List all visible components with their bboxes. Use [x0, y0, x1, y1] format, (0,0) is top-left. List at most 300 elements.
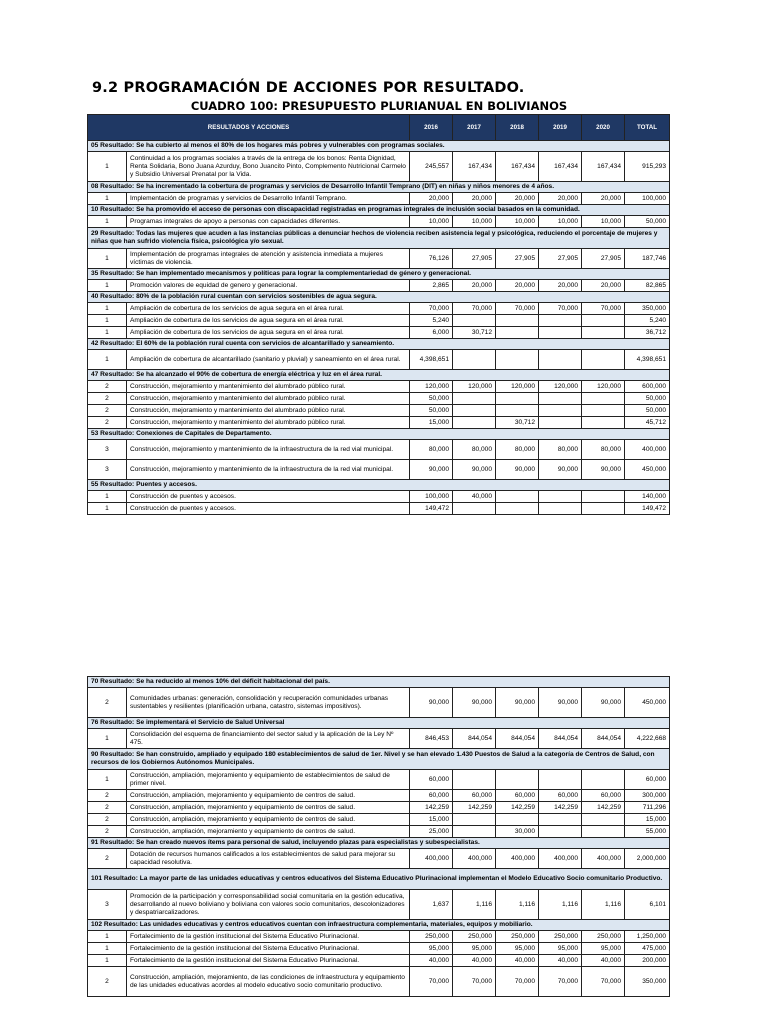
action-code: 1 [88, 216, 127, 228]
value-2017: 400,000 [453, 849, 496, 869]
result-text: 76 Resultado: Se implementará el Servicio de Salud Universal [88, 718, 670, 729]
value-2019 [539, 315, 582, 327]
action-row [88, 393, 670, 405]
result-row [88, 838, 670, 849]
action-description: Construcción, mejoramiento y mantenimiento del alumbrado público rural. [127, 393, 410, 405]
value-2017: 844,054 [453, 729, 496, 749]
table-title: CUADRO 100: PRESUPUESTO PLURIANUAL EN BOLIVIANOS [190, 99, 568, 113]
result-row [88, 228, 670, 249]
value-2018: 20,000 [496, 280, 539, 292]
value-2018 [496, 350, 539, 370]
value-2016: 15,000 [410, 814, 453, 826]
action-code: 3 [88, 460, 127, 480]
value-total: 82,865 [625, 280, 670, 292]
value-2017: 60,000 [453, 790, 496, 802]
value-2020: 27,905 [582, 249, 625, 269]
action-row [88, 327, 670, 339]
value-2016: 50,000 [410, 393, 453, 405]
header-year-2016: 2016 [410, 115, 453, 141]
value-2019: 27,905 [539, 249, 582, 269]
action-code: 2 [88, 417, 127, 429]
value-2016: 76,126 [410, 249, 453, 269]
value-2016: 70,000 [410, 303, 453, 315]
result-text: 53 Resultado: Conexiones de Capitales de Departamento. [88, 429, 670, 440]
action-code: 2 [88, 849, 127, 869]
value-2017: 40,000 [453, 955, 496, 967]
value-2018: 120,000 [496, 381, 539, 393]
result-row [88, 269, 670, 280]
value-2019 [539, 393, 582, 405]
value-2019: 20,000 [539, 193, 582, 205]
action-description: Construcción, mejoramiento y mantenimiento del alumbrado público rural. [127, 417, 410, 429]
action-row [88, 417, 670, 429]
value-2016: 80,000 [410, 440, 453, 460]
action-description: Construcción de puentes y accesos. [127, 503, 410, 515]
value-total: 450,000 [625, 688, 670, 718]
value-2018 [496, 503, 539, 515]
value-2020: 70,000 [582, 967, 625, 997]
value-2019: 90,000 [539, 460, 582, 480]
value-2017: 40,000 [453, 491, 496, 503]
action-row [88, 491, 670, 503]
action-description: Construcción, ampliación, mejoramiento y equipamiento de centros de salud. [127, 790, 410, 802]
result-row [88, 718, 670, 729]
action-description: Construcción, mejoramiento y mantenimiento del alumbrado público rural. [127, 405, 410, 417]
action-code: 1 [88, 249, 127, 269]
result-text: 35 Resultado: Se han implementado mecanismos y políticas para lograr la complementariedad de género y generacional. [88, 269, 670, 280]
value-2016: 25,000 [410, 826, 453, 838]
result-text: 101 Resultado: La mayor parte de las unidades educativas y centros educativos del Sistema Educativo Plurinacional implementan el Modelo Educativo Socio comunitario Productivo. [88, 869, 670, 890]
result-row [88, 292, 670, 303]
action-description: Ampliación de cobertura de los servicios de agua segura en el área rural. [127, 315, 410, 327]
action-description: Implementación de programas y servicios de Desarrollo Infantil Temprano. [127, 193, 410, 205]
header-year-2017: 2017 [453, 115, 496, 141]
value-2016: 90,000 [410, 688, 453, 718]
value-2016: 2,865 [410, 280, 453, 292]
action-row [88, 890, 670, 920]
action-code: 3 [88, 440, 127, 460]
action-code: 2 [88, 802, 127, 814]
header-year-2018: 2018 [496, 115, 539, 141]
value-2018 [496, 814, 539, 826]
result-text: 29 Resultado: Todas las mujeres que acuden a las instancias públicas a denunciar hechos de violencia reciben asistencia legal y psicológica, reduciendo el porcentaje de mujeres y niñas que han sufrido violencia física, psicológica y/o sexual. [88, 228, 670, 249]
value-2020 [582, 405, 625, 417]
value-2017: 167,434 [453, 152, 496, 182]
action-code: 2 [88, 393, 127, 405]
action-description: Dotación de recursos humanos calificados a los establecimientos de salud para mejorar su capacidad resolutiva. [127, 849, 410, 869]
value-2019 [539, 814, 582, 826]
action-code: 1 [88, 491, 127, 503]
value-2017 [453, 417, 496, 429]
action-description: Ampliación de cobertura de los servicios de agua segura en el área rural. [127, 327, 410, 339]
action-row [88, 152, 670, 182]
action-code: 1 [88, 152, 127, 182]
value-2018: 20,000 [496, 193, 539, 205]
result-row [88, 677, 670, 688]
value-total: 200,000 [625, 955, 670, 967]
action-description: Fortalecimiento de la gestión institucional del Sistema Educativo Plurinacional. [127, 955, 410, 967]
value-2019: 70,000 [539, 967, 582, 997]
value-total: 187,746 [625, 249, 670, 269]
result-row [88, 429, 670, 440]
value-total: 50,000 [625, 216, 670, 228]
value-2020: 90,000 [582, 460, 625, 480]
value-2018: 27,905 [496, 249, 539, 269]
value-2018: 1,116 [496, 890, 539, 920]
value-2020 [582, 393, 625, 405]
result-text: 47 Resultado: Se ha alcanzado el 90% de cobertura de energía eléctrica y luz en el área rural. [88, 370, 670, 381]
value-2020: 60,000 [582, 790, 625, 802]
value-2017 [453, 826, 496, 838]
value-total: 50,000 [625, 405, 670, 417]
value-2020: 1,116 [582, 890, 625, 920]
action-row [88, 967, 670, 997]
value-2020 [582, 826, 625, 838]
action-description: Programas integrales de apoyo a personas con capacidades diferentes. [127, 216, 410, 228]
action-row [88, 440, 670, 460]
value-total: 45,712 [625, 417, 670, 429]
action-code: 2 [88, 826, 127, 838]
action-row [88, 216, 670, 228]
value-2020 [582, 315, 625, 327]
action-description: Consolidación del esquema de financiamiento del sector salud y la aplicación de la Ley Nº 475. [127, 729, 410, 749]
result-text: 40 Resultado: 80% de la población rural cuentan con servicios sostenibles de agua segura. [88, 292, 670, 303]
value-2020: 10,000 [582, 216, 625, 228]
value-2018 [496, 770, 539, 790]
value-total: 400,000 [625, 440, 670, 460]
value-total: 6,101 [625, 890, 670, 920]
action-row [88, 770, 670, 790]
value-total: 1,250,000 [625, 931, 670, 943]
result-row [88, 141, 670, 152]
value-2017 [453, 393, 496, 405]
value-2017: 20,000 [453, 193, 496, 205]
action-code: 1 [88, 931, 127, 943]
budget-table-part-1 [87, 114, 670, 515]
action-row [88, 503, 670, 515]
result-row [88, 182, 670, 193]
budget-table-part-2 [87, 676, 670, 997]
header-results-actions: RESULTADOS Y ACCIONES [88, 115, 410, 141]
value-2019 [539, 405, 582, 417]
value-2019: 40,000 [539, 955, 582, 967]
value-2019: 400,000 [539, 849, 582, 869]
action-description: Construcción, ampliación, mejoramiento y equipamiento de centros de salud. [127, 802, 410, 814]
value-2018: 70,000 [496, 303, 539, 315]
value-2019 [539, 503, 582, 515]
value-2020 [582, 770, 625, 790]
table-header-row [88, 115, 670, 141]
value-2017: 80,000 [453, 440, 496, 460]
value-2019 [539, 350, 582, 370]
value-total: 4,398,651 [625, 350, 670, 370]
value-2018: 142,259 [496, 802, 539, 814]
value-2017: 95,000 [453, 943, 496, 955]
value-2016: 70,000 [410, 967, 453, 997]
value-total: 711,296 [625, 802, 670, 814]
action-code: 3 [88, 890, 127, 920]
table-body [88, 141, 670, 515]
value-2020: 142,259 [582, 802, 625, 814]
action-row [88, 802, 670, 814]
action-row [88, 315, 670, 327]
value-2016: 149,472 [410, 503, 453, 515]
action-row [88, 790, 670, 802]
action-code: 2 [88, 381, 127, 393]
result-text: 70 Resultado: Se ha reducido al menos 10% del déficit habitacional del país. [88, 677, 670, 688]
value-2018: 10,000 [496, 216, 539, 228]
action-row [88, 460, 670, 480]
value-2019: 844,054 [539, 729, 582, 749]
result-row [88, 339, 670, 350]
result-row [88, 370, 670, 381]
action-code: 1 [88, 770, 127, 790]
header-year-2019: 2019 [539, 115, 582, 141]
value-total: 350,000 [625, 967, 670, 997]
action-code: 1 [88, 943, 127, 955]
value-total: 4,222,668 [625, 729, 670, 749]
value-2016: 60,000 [410, 770, 453, 790]
value-2017: 70,000 [453, 967, 496, 997]
value-2020 [582, 327, 625, 339]
value-2016: 120,000 [410, 381, 453, 393]
result-text: 90 Resultado: Se han construido, ampliado y equipado 180 establecimientos de salud de 1er. Nivel y se han elevado 1.430 Puestos de Salud a la categoría de Centros de Salud, con recursos de los Gobiernos Autónomos Municipales. [88, 749, 670, 770]
value-2019 [539, 491, 582, 503]
value-2017: 142,259 [453, 802, 496, 814]
action-row [88, 381, 670, 393]
value-2019: 167,434 [539, 152, 582, 182]
value-2018: 400,000 [496, 849, 539, 869]
value-2020: 40,000 [582, 955, 625, 967]
action-description: Fortalecimiento de la gestión institucional del Sistema Educativo Plurinacional. [127, 931, 410, 943]
value-total: 350,000 [625, 303, 670, 315]
action-row [88, 303, 670, 315]
result-text: 10 Resultado: Se ha promovido el acceso de personas con discapacidad registradas en programas integrales de inclusión social basados en la comunidad. [88, 205, 670, 216]
value-2016: 142,259 [410, 802, 453, 814]
value-2020 [582, 503, 625, 515]
value-total: 915,293 [625, 152, 670, 182]
result-text: 102 Resultado: Las unidades educativas y centros educativos cuentan con infraestructura complementaria, materiales, equipos y mobiliario. [88, 920, 670, 931]
value-2017: 1,116 [453, 890, 496, 920]
value-2018: 40,000 [496, 955, 539, 967]
value-2016: 40,000 [410, 955, 453, 967]
result-row [88, 920, 670, 931]
action-description: Construcción, ampliación, mejoramiento y equipamiento de centros de salud. [127, 826, 410, 838]
result-row [88, 869, 670, 890]
value-2019: 250,000 [539, 931, 582, 943]
value-2020 [582, 350, 625, 370]
value-total: 2,000,000 [625, 849, 670, 869]
value-2020: 844,054 [582, 729, 625, 749]
value-2018: 30,712 [496, 417, 539, 429]
value-2016: 100,000 [410, 491, 453, 503]
value-2020: 167,434 [582, 152, 625, 182]
value-2017 [453, 503, 496, 515]
action-description: Promoción valores de equidad de genero y generacional. [127, 280, 410, 292]
action-code: 2 [88, 405, 127, 417]
action-code: 1 [88, 350, 127, 370]
value-2017: 90,000 [453, 688, 496, 718]
action-description: Construcción de puentes y accesos. [127, 491, 410, 503]
result-text: 08 Resultado: Se ha incrementado la cobertura de programas y servicios de Desarrollo Infantil Temprano (DIT) en niñas y niños menores de 4 años. [88, 182, 670, 193]
action-row [88, 955, 670, 967]
value-2018: 90,000 [496, 688, 539, 718]
value-2018: 90,000 [496, 460, 539, 480]
value-2017: 70,000 [453, 303, 496, 315]
value-2017 [453, 405, 496, 417]
value-2018: 844,054 [496, 729, 539, 749]
value-2020: 80,000 [582, 440, 625, 460]
value-total: 60,000 [625, 770, 670, 790]
value-2017: 30,712 [453, 327, 496, 339]
value-2017: 10,000 [453, 216, 496, 228]
result-text: 91 Resultado: Se han creado nuevos ítems para personal de salud, incluyendo plazas para especialistas y subespecialistas. [88, 838, 670, 849]
header-year-2020: 2020 [582, 115, 625, 141]
value-2017: 90,000 [453, 460, 496, 480]
value-2016: 245,557 [410, 152, 453, 182]
value-2019: 10,000 [539, 216, 582, 228]
value-2020: 20,000 [582, 193, 625, 205]
value-2020 [582, 814, 625, 826]
action-row [88, 280, 670, 292]
value-2016: 60,000 [410, 790, 453, 802]
table-body [88, 677, 670, 997]
value-2016: 1,637 [410, 890, 453, 920]
value-2019: 80,000 [539, 440, 582, 460]
value-total: 55,000 [625, 826, 670, 838]
action-description: Implementación de programas integrales de atención y asistencia inmediata a mujeres víctimas de violencia. [127, 249, 410, 269]
value-total: 450,000 [625, 460, 670, 480]
action-row [88, 350, 670, 370]
value-2017: 250,000 [453, 931, 496, 943]
value-2019: 95,000 [539, 943, 582, 955]
action-row [88, 688, 670, 718]
value-2018 [496, 405, 539, 417]
result-text: 42 Resultado: El 60% de la población rural cuenta con servicios de alcantarillado y saneamiento. [88, 339, 670, 350]
action-code: 2 [88, 790, 127, 802]
action-description: Construcción, mejoramiento y mantenimiento del alumbrado público rural. [127, 381, 410, 393]
action-code: 1 [88, 503, 127, 515]
value-total: 100,000 [625, 193, 670, 205]
action-description: Comunidades urbanas: generación, consolidación y recuperación comunidades urbanas sustentables y resilientes (planificación urbana, catastro, sistemas impositivos). [127, 688, 410, 718]
value-2019 [539, 327, 582, 339]
value-2019 [539, 417, 582, 429]
value-total: 149,472 [625, 503, 670, 515]
value-2017: 27,905 [453, 249, 496, 269]
action-code: 1 [88, 729, 127, 749]
value-2019 [539, 770, 582, 790]
result-row [88, 480, 670, 491]
header-total: TOTAL [625, 115, 670, 141]
action-description: Promoción de la participación y corresponsabilidad social comunitaria en la gestión educativa, desarrollando al nuevo boliviano y boliviana con valores socio comunitarios, descolonizadores y despatriarcalizadores. [127, 890, 410, 920]
value-2016: 15,000 [410, 417, 453, 429]
action-code: 1 [88, 327, 127, 339]
action-row [88, 729, 670, 749]
value-total: 475,000 [625, 943, 670, 955]
value-2017 [453, 770, 496, 790]
value-2016: 6,000 [410, 327, 453, 339]
value-2019: 20,000 [539, 280, 582, 292]
value-2018: 60,000 [496, 790, 539, 802]
action-code: 1 [88, 303, 127, 315]
value-total: 300,000 [625, 790, 670, 802]
action-row [88, 405, 670, 417]
value-2016: 50,000 [410, 405, 453, 417]
value-total: 50,000 [625, 393, 670, 405]
value-2017: 20,000 [453, 280, 496, 292]
value-2018: 70,000 [496, 967, 539, 997]
value-2020 [582, 491, 625, 503]
value-total: 5,240 [625, 315, 670, 327]
action-row [88, 193, 670, 205]
value-2018 [496, 491, 539, 503]
value-2019: 60,000 [539, 790, 582, 802]
section-title: 9.2 PROGRAMACIÓN DE ACCIONES POR RESULTADO. [92, 80, 525, 96]
action-code: 1 [88, 193, 127, 205]
value-2016: 10,000 [410, 216, 453, 228]
value-total: 140,000 [625, 491, 670, 503]
action-description: Construcción, ampliación, mejoramiento y equipamiento de establecimientos de salud de primer nivel. [127, 770, 410, 790]
action-code: 1 [88, 955, 127, 967]
action-description: Continuidad a los programas sociales a través de la entrega de los bonos: Renta Dignidad, Renta Solidaria, Bono Juana Azurduy, Bono Juancito Pinto, Complemento Nutricional Carmelo y Subsidio Universal Prenatal por la Vida. [127, 152, 410, 182]
value-2017 [453, 350, 496, 370]
action-row [88, 849, 670, 869]
result-text: 05 Resultado: Se ha cubierto al menos el 80% de los hogares más pobres y vulnerables con programas sociales. [88, 141, 670, 152]
value-2020: 20,000 [582, 280, 625, 292]
value-2020: 250,000 [582, 931, 625, 943]
action-row [88, 931, 670, 943]
value-2016: 5,240 [410, 315, 453, 327]
value-2018: 30,000 [496, 826, 539, 838]
value-2020: 95,000 [582, 943, 625, 955]
value-2017: 120,000 [453, 381, 496, 393]
value-2019: 1,116 [539, 890, 582, 920]
value-2019: 142,259 [539, 802, 582, 814]
value-2018 [496, 315, 539, 327]
value-2017 [453, 814, 496, 826]
value-2020: 120,000 [582, 381, 625, 393]
value-2016: 20,000 [410, 193, 453, 205]
action-description: Fortalecimiento de la gestión institucional del Sistema Educativo Plurinacional. [127, 943, 410, 955]
value-total: 600,000 [625, 381, 670, 393]
action-description: Construcción, mejoramiento y mantenimiento de la infraestructura de la red vial municipal. [127, 440, 410, 460]
value-2018: 95,000 [496, 943, 539, 955]
result-text: 55 Resultado: Puentes y accesos. [88, 480, 670, 491]
action-description: Construcción, ampliación, mejoramiento, de las condiciones de infraestructura y equipamiento de las unidades educativas acordes al modelo educativo socio comunitario productivo. [127, 967, 410, 997]
action-row [88, 943, 670, 955]
value-2020: 70,000 [582, 303, 625, 315]
value-2016: 846,453 [410, 729, 453, 749]
value-2018 [496, 327, 539, 339]
result-row [88, 205, 670, 216]
value-2018: 80,000 [496, 440, 539, 460]
result-row [88, 749, 670, 770]
value-2017 [453, 315, 496, 327]
action-row [88, 249, 670, 269]
action-description: Ampliación de cobertura de alcantarillado (sanitario y pluvial) y saneamiento en el área rural. [127, 350, 410, 370]
action-row [88, 826, 670, 838]
value-2016: 4,398,651 [410, 350, 453, 370]
value-2019: 90,000 [539, 688, 582, 718]
action-code: 2 [88, 967, 127, 997]
value-2020 [582, 417, 625, 429]
value-2016: 95,000 [410, 943, 453, 955]
value-2018 [496, 393, 539, 405]
value-2020: 400,000 [582, 849, 625, 869]
action-code: 2 [88, 688, 127, 718]
action-description: Construcción, ampliación, mejoramiento y equipamiento de centros de salud. [127, 814, 410, 826]
action-code: 1 [88, 280, 127, 292]
